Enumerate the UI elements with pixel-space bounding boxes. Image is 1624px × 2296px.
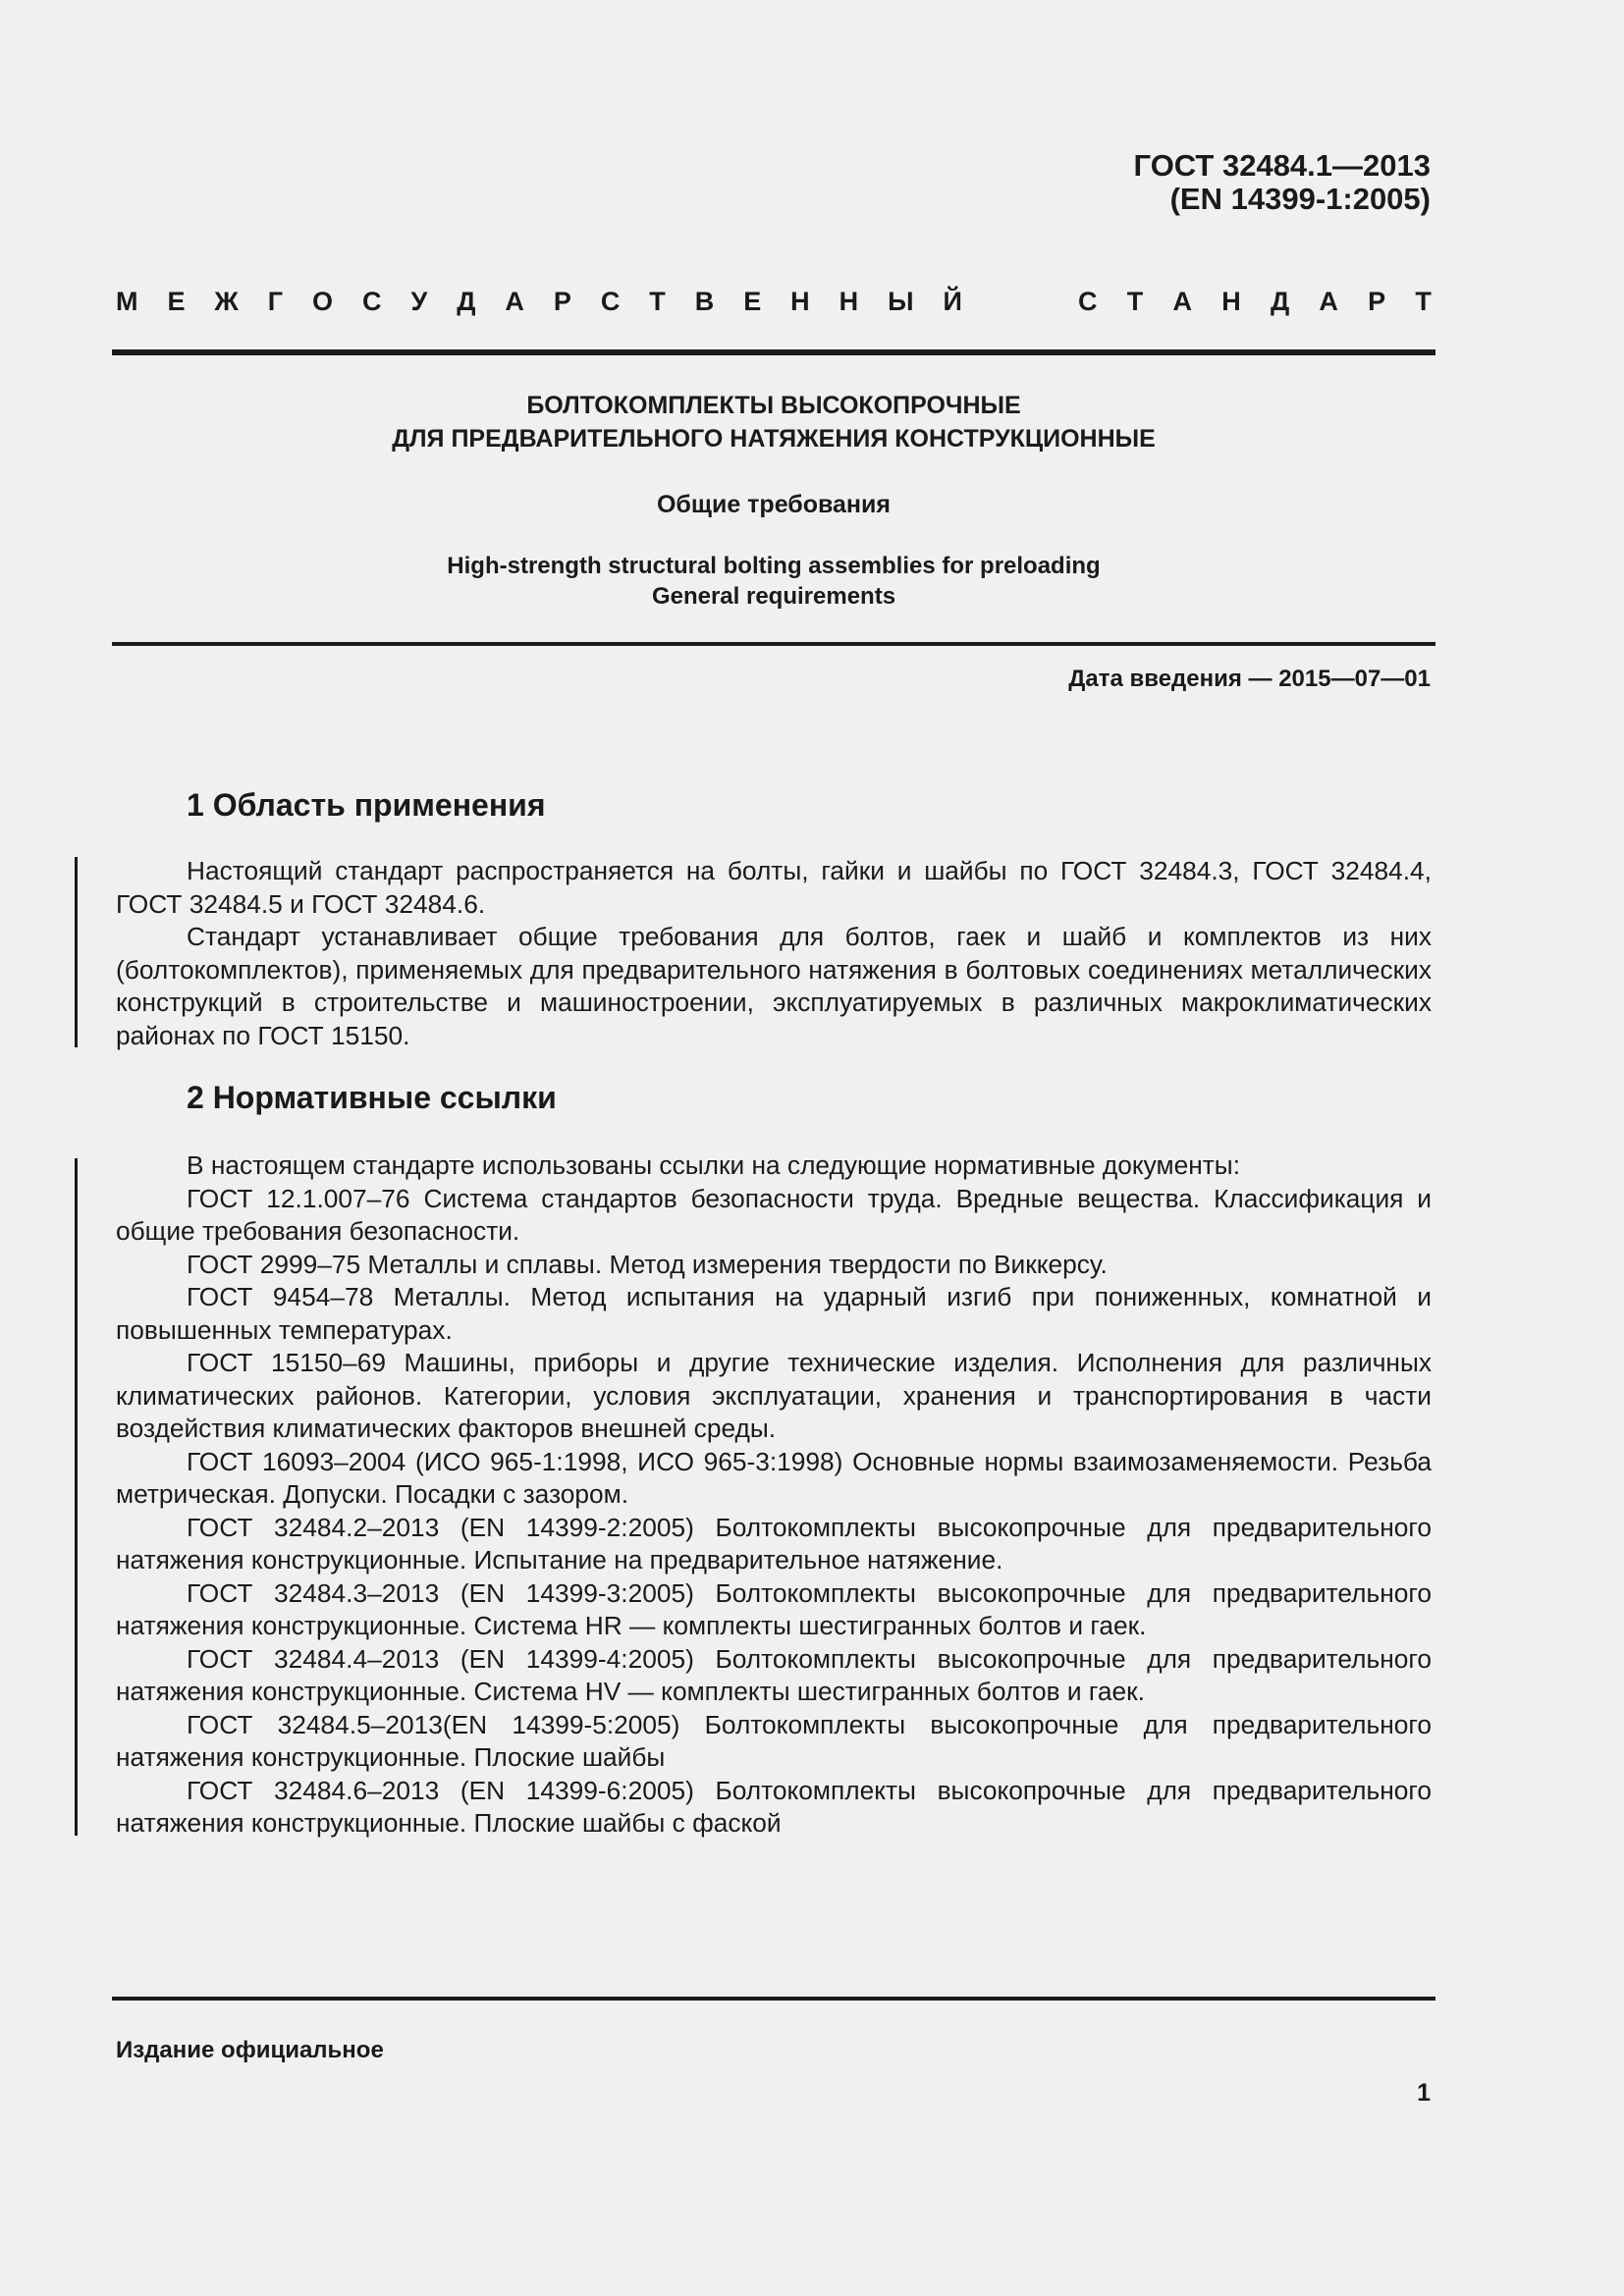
page-number: 1	[1417, 2079, 1431, 2107]
section-heading-references: 2 Нормативные ссылки	[187, 1080, 557, 1115]
category-word-1: М Е Ж Г О С У Д А Р С Т В Е Н Н Ы Й	[116, 287, 962, 316]
reference-item: ГОСТ 2999–75 Металлы и сплавы. Метод измерения твердости по Виккерсу.	[187, 1249, 1108, 1279]
reference-item: ГОСТ 9454–78 Металлы. Метод испытания на ударный изгиб при пониженных, комнатной и повышенных температурах.	[116, 1282, 1432, 1345]
document-category	[116, 285, 1432, 318]
change-bar	[75, 857, 78, 1047]
paragraph: В настоящем стандарте использованы ссылки на следующие нормативные документы:	[187, 1150, 1240, 1180]
document-subtitle-ru: Общие требования	[656, 491, 891, 518]
section-heading-scope: 1 Область применения	[187, 787, 546, 823]
reference-item: ГОСТ 16093–2004 (ИСО 965-1:1998, ИСО 965-3:1998) Основные нормы взаимозаменяемости. Резьба метрическая. Допуски. Посадки с зазором.	[116, 1446, 1432, 1509]
paragraph: Стандарт устанавливает общие требования для болтов, гаек и шайб и комплектов из них (болтокомплектов), применяемых для предварительного натяжения в болтовых соединениях металлических конструкций в строительстве и машиностроении, эксплуатируемых в различных макроклиматических районах по ГОСТ 15150.	[116, 922, 1432, 1050]
category-word-2: С Т А Н Д А Р Т	[1078, 287, 1432, 316]
standard-designation	[1134, 149, 1431, 216]
title-divider	[112, 642, 1435, 646]
reference-item: ГОСТ 32484.5–2013(EN 14399-5:2005) Болтокомплекты высокопрочные для предварительного натяжения конструкционные. Плоские шайбы	[116, 1709, 1432, 1772]
reference-item: ГОСТ 32484.3–2013 (EN 14399-3:2005) Болтокомплекты высокопрочные для предварительного натяжения конструкционные. Система HR — комплекты шестигранных болтов и гаек.	[116, 1577, 1432, 1640]
section-body-references	[116, 1149, 1432, 1841]
change-bar	[75, 1158, 78, 1836]
footer-divider	[112, 1997, 1435, 2001]
reference-item: ГОСТ 32484.2–2013 (EN 14399-2:2005) Болтокомплекты высокопрочные для предварительного натяжения конструкционные. Испытание на предварительное натяжение.	[116, 1512, 1432, 1575]
edition-label: Издание официальное	[116, 2037, 384, 2063]
introduction-date: Дата введения — 2015—07—01	[1068, 666, 1431, 692]
section-body-scope	[116, 855, 1432, 1052]
reference-item: ГОСТ 32484.4–2013 (EN 14399-4:2005) Болтокомплекты высокопрочные для предварительного натяжения конструкционные. Система HV — комплекты шестигранных болтов и гаек.	[116, 1643, 1432, 1706]
paragraph: Настоящий стандарт распространяется на болты, гайки и шайбы по ГОСТ 32484.3, ГОСТ 32484.4, ГОСТ 32484.5 и ГОСТ 32484.6.	[116, 856, 1432, 919]
standard-number: ГОСТ 32484.1—2013	[1133, 148, 1431, 183]
reference-item: ГОСТ 12.1.007–76 Система стандартов безопасности труда. Вредные вещества. Классификация и общие требования безопасности.	[116, 1183, 1432, 1246]
reference-item: ГОСТ 15150–69 Машины, приборы и другие технические изделия. Исполнения для различных климатических районов. Категории, условия эксплуатации, хранения и транспортирования в части воздействия климатических факторов внешней среды.	[116, 1348, 1432, 1443]
header-divider	[112, 349, 1435, 355]
reference-item: ГОСТ 32484.6–2013 (EN 14399-6:2005) Болтокомплекты высокопрочные для предварительного натяжения конструкционные. Плоские шайбы с фаской	[116, 1775, 1432, 1838]
document-title-ru: БОЛТОКОМПЛЕКТЫ ВЫСОКОПРОЧНЫЕ ДЛЯ ПРЕДВАРИТЕЛЬНОГО НАТЯЖЕНИЯ КОНСТРУКЦИОННЫЕ	[392, 392, 1156, 453]
en-equivalent: (EN 14399-1:2005)	[1169, 182, 1431, 216]
document-title-en: High-strength structural bolting assemblies for preloading General requirements	[447, 553, 1101, 610]
